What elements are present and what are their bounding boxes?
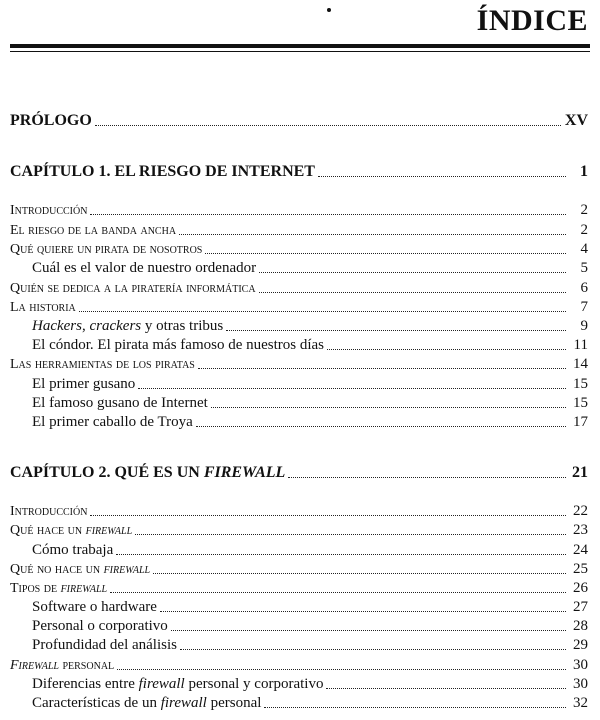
toc-entry-page: 29 — [573, 637, 588, 653]
toc-entry-label: El cóndor. El pirata más famoso de nuestros días — [32, 337, 325, 353]
toc-entry-page: 2 — [580, 202, 588, 218]
toc-subentry[interactable] — [10, 673, 588, 693]
toc-entry-page: 5 — [580, 260, 588, 276]
toc-entry-label — [10, 695, 261, 712]
toc-entry-label: Qué quiere un pirata de nosotros — [10, 242, 203, 257]
toc-entry-page: 26 — [573, 580, 588, 596]
dot-leader — [198, 368, 566, 369]
dot-leader — [180, 649, 566, 650]
label-italic: crackers — [89, 318, 142, 334]
ink-speck — [327, 8, 331, 12]
toc-subentry[interactable] — [10, 257, 588, 277]
dot-leader — [79, 311, 566, 312]
toc-chapter-2[interactable] — [10, 462, 588, 482]
toc-entry-label: Cuál es el valor de nuestro ordenador — [32, 260, 257, 276]
dot-leader — [160, 611, 566, 612]
dot-leader — [326, 688, 566, 689]
dot-leader — [205, 253, 566, 254]
toc-entry-page: 28 — [573, 618, 588, 634]
label-text: personal y corporativo — [184, 676, 324, 692]
label-text: Diferencias entre — [32, 676, 139, 692]
toc-entry-label: Introducción — [10, 504, 88, 519]
toc-entry-label: Personal o corporativo — [32, 618, 168, 634]
toc-entry[interactable] — [10, 277, 588, 297]
dot-leader — [90, 515, 566, 516]
dot-leader — [153, 573, 566, 574]
toc-entry-label: Las herramientas de los piratas — [10, 357, 195, 372]
toc-entry-page: 25 — [573, 561, 588, 577]
toc-entry[interactable] — [10, 654, 588, 674]
header-rule-thin — [10, 51, 590, 52]
header-rule-thick — [10, 44, 590, 48]
toc-entry-label: Quién se dedica a la piratería informática — [10, 281, 256, 296]
dot-leader — [259, 292, 566, 293]
label-italic: Firewall — [10, 658, 59, 673]
toc-subentry[interactable] — [10, 596, 588, 616]
toc-entry[interactable] — [10, 519, 588, 539]
label-text: y otras tribus — [141, 318, 224, 334]
toc-entry-page: 23 — [573, 522, 588, 538]
toc-entry-page: 17 — [573, 414, 588, 430]
toc-entry[interactable] — [10, 577, 588, 597]
chapter-title: CAPÍTULO 1. EL RIESGO DE INTERNET — [10, 163, 315, 180]
label-italic: Hackers — [32, 318, 82, 334]
page-header — [0, 0, 600, 70]
toc-entry-page: 6 — [580, 280, 588, 296]
toc-entry-page: XV — [564, 112, 588, 129]
toc-entry[interactable] — [10, 238, 588, 258]
toc-entry-label — [10, 318, 223, 335]
toc-entry-page: 30 — [573, 657, 588, 673]
dot-leader — [211, 407, 566, 408]
label-italic: firewall — [103, 562, 151, 577]
toc-entry-page: 14 — [573, 356, 588, 372]
dot-leader — [135, 534, 566, 535]
toc-entry-label — [10, 676, 323, 693]
label-text: personal — [206, 695, 262, 711]
dot-leader — [196, 426, 566, 427]
label-text: Características de un — [32, 695, 161, 711]
dot-leader — [264, 707, 566, 708]
toc-entry[interactable] — [10, 558, 588, 578]
toc-subentry[interactable] — [10, 392, 588, 412]
dot-leader — [288, 477, 566, 478]
chapter-title-italic: FIREWALL — [203, 464, 286, 481]
dot-leader — [110, 592, 566, 593]
toc-entry-page: 2 — [580, 222, 588, 238]
toc-entry-label — [10, 523, 132, 539]
label-text: Qué no hace un — [10, 562, 104, 577]
toc-entry-page: 15 — [573, 376, 588, 392]
toc-entry-prologue[interactable] — [10, 110, 588, 130]
toc-entry-page: 24 — [573, 542, 588, 558]
dot-leader — [95, 125, 561, 126]
dot-leader — [171, 630, 566, 631]
toc-subentry[interactable] — [10, 373, 588, 393]
toc-subentry[interactable] — [10, 411, 588, 431]
toc-entry-label: Cómo trabaja — [32, 542, 114, 558]
dot-leader — [259, 272, 566, 273]
dot-leader — [117, 669, 566, 670]
toc-entry-label — [10, 581, 107, 597]
chapter-title — [10, 464, 285, 482]
toc-entry-label: Profundidad del análisis — [32, 637, 177, 653]
toc-entry-page: 32 — [573, 695, 588, 711]
toc-subentry[interactable] — [10, 315, 588, 335]
dot-leader — [327, 349, 566, 350]
toc-entry-page: 11 — [573, 337, 588, 353]
label-italic: firewall — [60, 581, 108, 596]
dot-leader — [116, 554, 566, 555]
dot-leader — [138, 388, 566, 389]
dot-leader — [318, 176, 566, 177]
label-italic: firewall — [85, 523, 133, 538]
toc-chapter-1[interactable] — [10, 161, 588, 181]
toc-subentry[interactable] — [10, 539, 588, 559]
toc-entry[interactable] — [10, 353, 588, 373]
toc-subentry[interactable] — [10, 692, 588, 712]
toc-entry-label: La historia — [10, 300, 76, 315]
toc-entry-page: 4 — [580, 241, 588, 257]
toc-entry-label: El riesgo de la banda ancha — [10, 223, 177, 238]
chapter-page: 21 — [572, 464, 588, 481]
label-text: Tipos de — [10, 581, 61, 596]
toc-entry-label: El primer gusano — [32, 376, 136, 392]
dot-leader — [90, 214, 566, 215]
label-italic: firewall — [160, 695, 207, 711]
toc-entry-label: Introducción — [10, 203, 88, 218]
dot-leader — [179, 234, 566, 235]
toc-entry-page: 15 — [573, 395, 588, 411]
label-text: Qué hace un — [10, 523, 86, 538]
toc-entry-page: 27 — [573, 599, 588, 615]
toc-entry[interactable] — [10, 500, 588, 520]
chapter-title-text: CAPÍTULO 2. QUÉ ES UN — [10, 464, 204, 481]
toc-entry-label — [10, 658, 114, 674]
toc-subentry[interactable] — [10, 634, 588, 654]
toc-subentry[interactable] — [10, 615, 588, 635]
toc-entry-page: 9 — [580, 318, 588, 334]
toc-entry-page: 30 — [573, 676, 588, 692]
chapter-page: 1 — [580, 163, 588, 180]
toc-entry-label: PRÓLOGO — [10, 112, 92, 129]
page-title: ÍNDICE — [476, 4, 588, 37]
label-separator: , — [81, 318, 90, 334]
toc-entry-label: El famoso gusano de Internet — [32, 395, 208, 411]
label-italic: firewall — [138, 676, 185, 692]
label-text: personal — [58, 658, 115, 673]
toc-entry[interactable] — [10, 219, 588, 239]
toc-entry-page: 7 — [580, 299, 588, 315]
toc-entry-label: El primer caballo de Troya — [32, 414, 193, 430]
toc-subentry[interactable] — [10, 334, 588, 354]
toc-entry-label — [10, 562, 150, 578]
toc-entry-page: 22 — [573, 503, 588, 519]
toc-entry[interactable] — [10, 199, 588, 219]
toc-entry[interactable] — [10, 296, 588, 316]
toc-entry-label: Software o hardware — [32, 599, 157, 615]
dot-leader — [226, 330, 566, 331]
